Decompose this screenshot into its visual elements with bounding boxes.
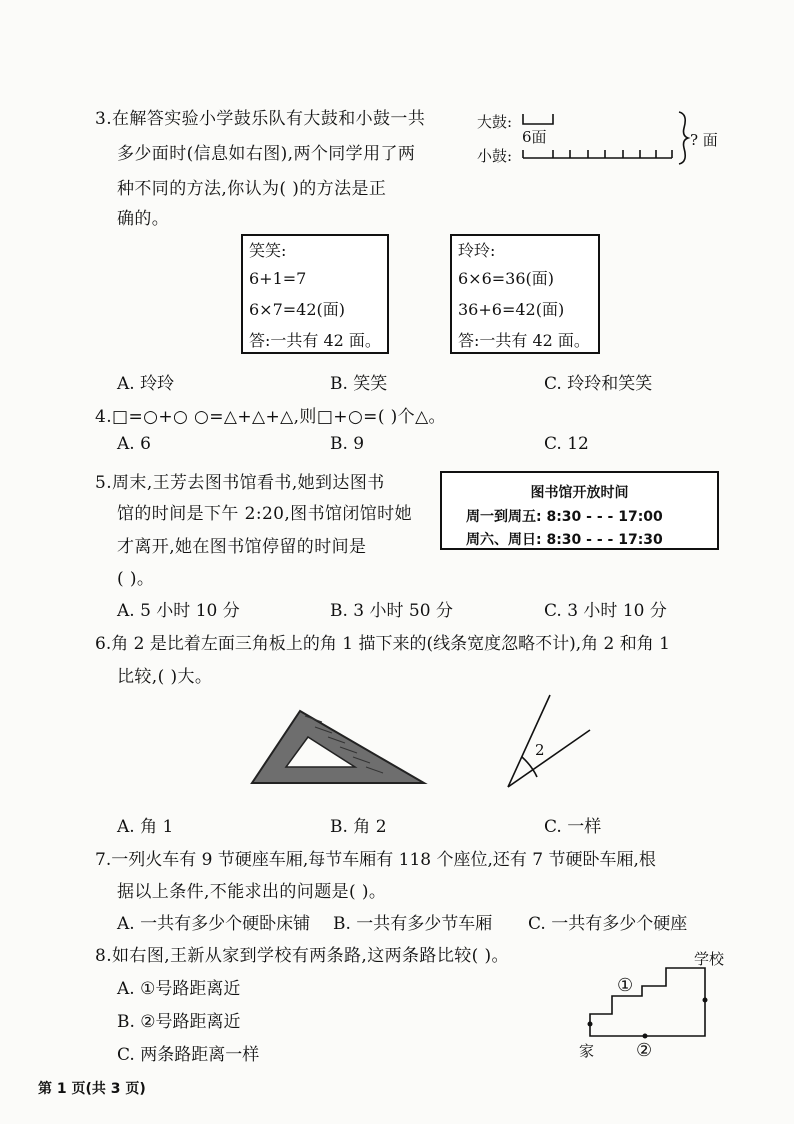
library-hours-title: 图书馆开放时间 <box>530 485 629 501</box>
q7-option-a[interactable]: A. 一共有多少个硬卧床铺 <box>117 914 311 934</box>
six-label: 6面 <box>522 128 547 146</box>
q4-option-a[interactable]: A. 6 <box>117 434 151 454</box>
q5-line-4: ( )。 <box>117 569 155 589</box>
q7-line-1: 7.一列火车有 9 节硬座车厢,每节车厢有 118 个座位,还有 7 节硬卧车厢,根 <box>95 850 656 870</box>
route-2-label: ② <box>636 1040 653 1061</box>
route-1-label: ① <box>617 975 634 996</box>
q5-line-2: 馆的时间是下午 2:20,图书馆闭馆时她 <box>117 504 412 524</box>
q8-option-a[interactable]: A. ①号路距离近 <box>117 979 241 999</box>
q3-option-b[interactable]: B. 笑笑 <box>330 374 388 394</box>
q7-line-2: 据以上条件,不能求出的问题是( )。 <box>117 882 387 902</box>
q8-option-c[interactable]: C. 两条路距离一样 <box>117 1045 260 1065</box>
xiaoxiao-line-2: 6+1=7 <box>249 269 307 288</box>
q5-option-a[interactable]: A. 5 小时 10 分 <box>117 601 240 621</box>
q5-option-b[interactable]: B. 3 小时 50 分 <box>330 601 453 621</box>
lingling-line-2: 6×6=36(面) <box>458 269 555 288</box>
q5-line-1: 5.周末,王芳去图书馆看书,她到达图书 <box>95 473 385 493</box>
q4-option-c[interactable]: C. 12 <box>544 434 589 454</box>
xiaoxiao-line-1: 笑笑: <box>249 241 287 260</box>
q6-option-a[interactable]: A. 角 1 <box>117 817 174 837</box>
big-drum-label: 大鼓: <box>477 113 513 131</box>
q7-option-c[interactable]: C. 一共有多少个硬座 <box>528 914 688 934</box>
lingling-line-1: 玲玲: <box>458 241 496 260</box>
q5-line-3: 才离开,她在图书馆停留的时间是 <box>117 537 367 557</box>
q6-line-1: 6.角 2 是比着左面三角板上的角 1 描下来的(线条宽度忽略不计),角 2 和角 1 <box>95 634 670 654</box>
q8-option-b[interactable]: B. ②号路距离近 <box>117 1012 241 1032</box>
q3-line-4: 确的。 <box>117 209 170 229</box>
q3-option-a[interactable]: A. 玲玲 <box>117 374 175 394</box>
angle-2-label: 2 <box>535 741 545 759</box>
school-label: 学校 <box>694 950 725 968</box>
q5-option-c[interactable]: C. 3 小时 10 分 <box>544 601 667 621</box>
total-label: ? 面 <box>690 131 718 149</box>
q3-line-2: 多少面时(信息如右图),两个同学用了两 <box>117 144 416 164</box>
xiaoxiao-line-3: 6×7=42(面) <box>249 300 346 319</box>
q3-line-1: 3.在解答实验小学鼓乐队有大鼓和小鼓一共 <box>95 109 426 129</box>
xiaoxiao-line-4: 答:一共有 42 面。 <box>249 331 381 350</box>
q7-option-b[interactable]: B. 一共有多少节车厢 <box>333 914 493 934</box>
home-label: 家 <box>579 1042 595 1060</box>
weekend-hours: 周六、周日: 8:30 - - - 17:30 <box>466 532 663 548</box>
q3-option-c[interactable]: C. 玲玲和笑笑 <box>544 374 653 394</box>
q3-line-3: 种不同的方法,你认为( )的方法是正 <box>117 179 387 199</box>
q4-line: 4.□=○+○ ○=△+△+△,则□+○=( )个△。 <box>95 407 446 427</box>
weekday-hours: 周一到周五: 8:30 - - - 17:00 <box>466 509 663 525</box>
lingling-line-3: 36+6=42(面) <box>458 300 565 319</box>
small-drum-label: 小鼓: <box>477 147 513 165</box>
q6-line-2: 比较,( )大。 <box>117 667 213 687</box>
lingling-line-4: 答:一共有 42 面。 <box>458 331 590 350</box>
q4-option-b[interactable]: B. 9 <box>330 434 365 454</box>
q6-option-c[interactable]: C. 一样 <box>544 817 602 837</box>
q6-option-b[interactable]: B. 角 2 <box>330 817 387 837</box>
page-footer: 第 1 页(共 3 页) <box>38 1081 146 1097</box>
q8-line: 8.如右图,王新从家到学校有两条路,这两条路比较( )。 <box>95 946 509 966</box>
